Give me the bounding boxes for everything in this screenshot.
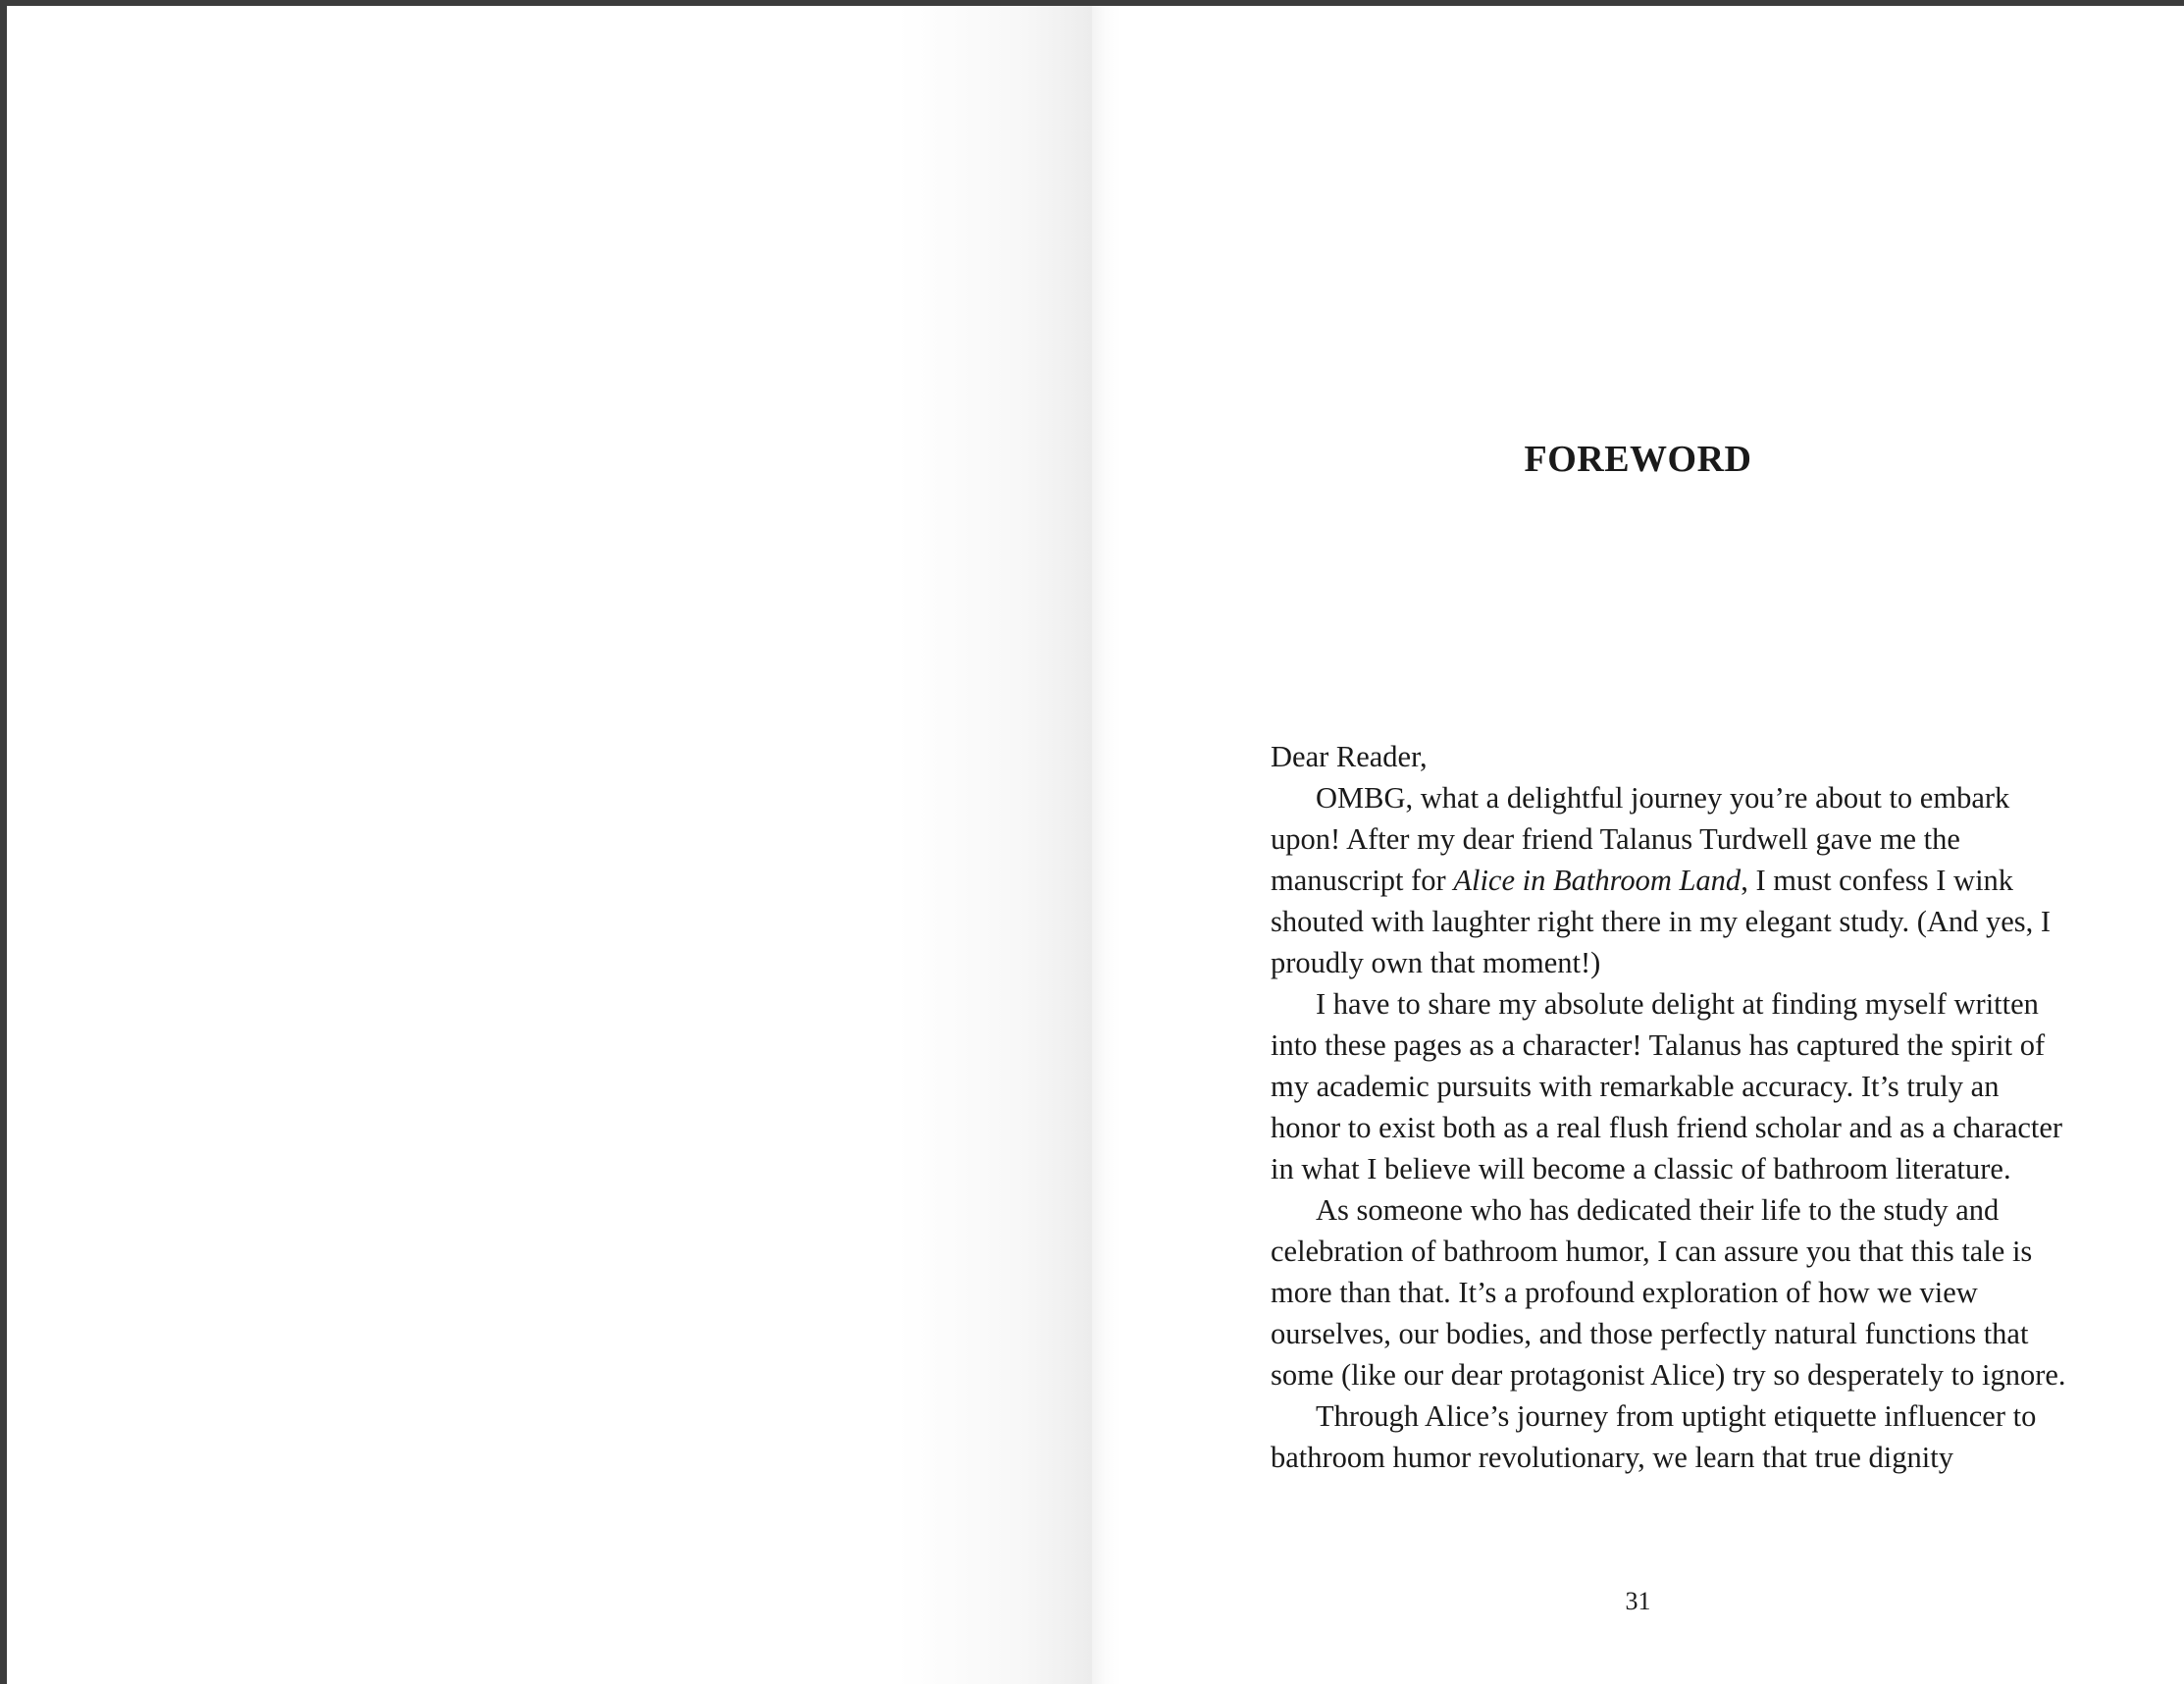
book-title-italic: Alice in Bathroom Land (1453, 864, 1742, 897)
right-page (1092, 6, 2184, 1684)
body-text (1271, 736, 2075, 1478)
book-spread (7, 6, 2184, 1684)
paragraph-1-end: , I must confess I wink shouted with laughter right there in my elegant study. (And yes, I proudly own that moment!) (1271, 864, 2052, 979)
salutation: Dear Reader, (1271, 740, 1428, 773)
page-number: 31 (1625, 1587, 1651, 1615)
paragraph-1 (1271, 777, 2075, 983)
chapter-title: FOREWORD (1524, 439, 1752, 480)
paragraph-2: I have to share my absolute delight at finding myself written into these pages as a character! Talanus has captured the spirit of my academic pursuits with remarkable accuracy. It’s truly an honor to exist both as a real flush friend scholar and as a character in what I believe will become a classic of bathroom literature. (1271, 987, 2063, 1185)
paragraph-3: As someone who has dedicated their life to the study and celebration of bathroom humor, I can assure you that this tale is more than that. It’s a profound exploration of how we view ourselves, our bodies, and those perfectly natural functions that some (like our dear protagonist Alice) try so desperately to ignore. (1271, 1193, 2066, 1392)
left-page-blank (7, 6, 1092, 1684)
paragraph-1-start: OMBG, what a delightful journey you’re about to embark upon! After my dear friend Talanus Turdwell gave me the manuscript for (1271, 781, 2010, 897)
paragraph-4: Through Alice’s journey from uptight etiquette influencer to bathroom humor revolutionary, we learn that true dignity (1271, 1399, 2037, 1474)
